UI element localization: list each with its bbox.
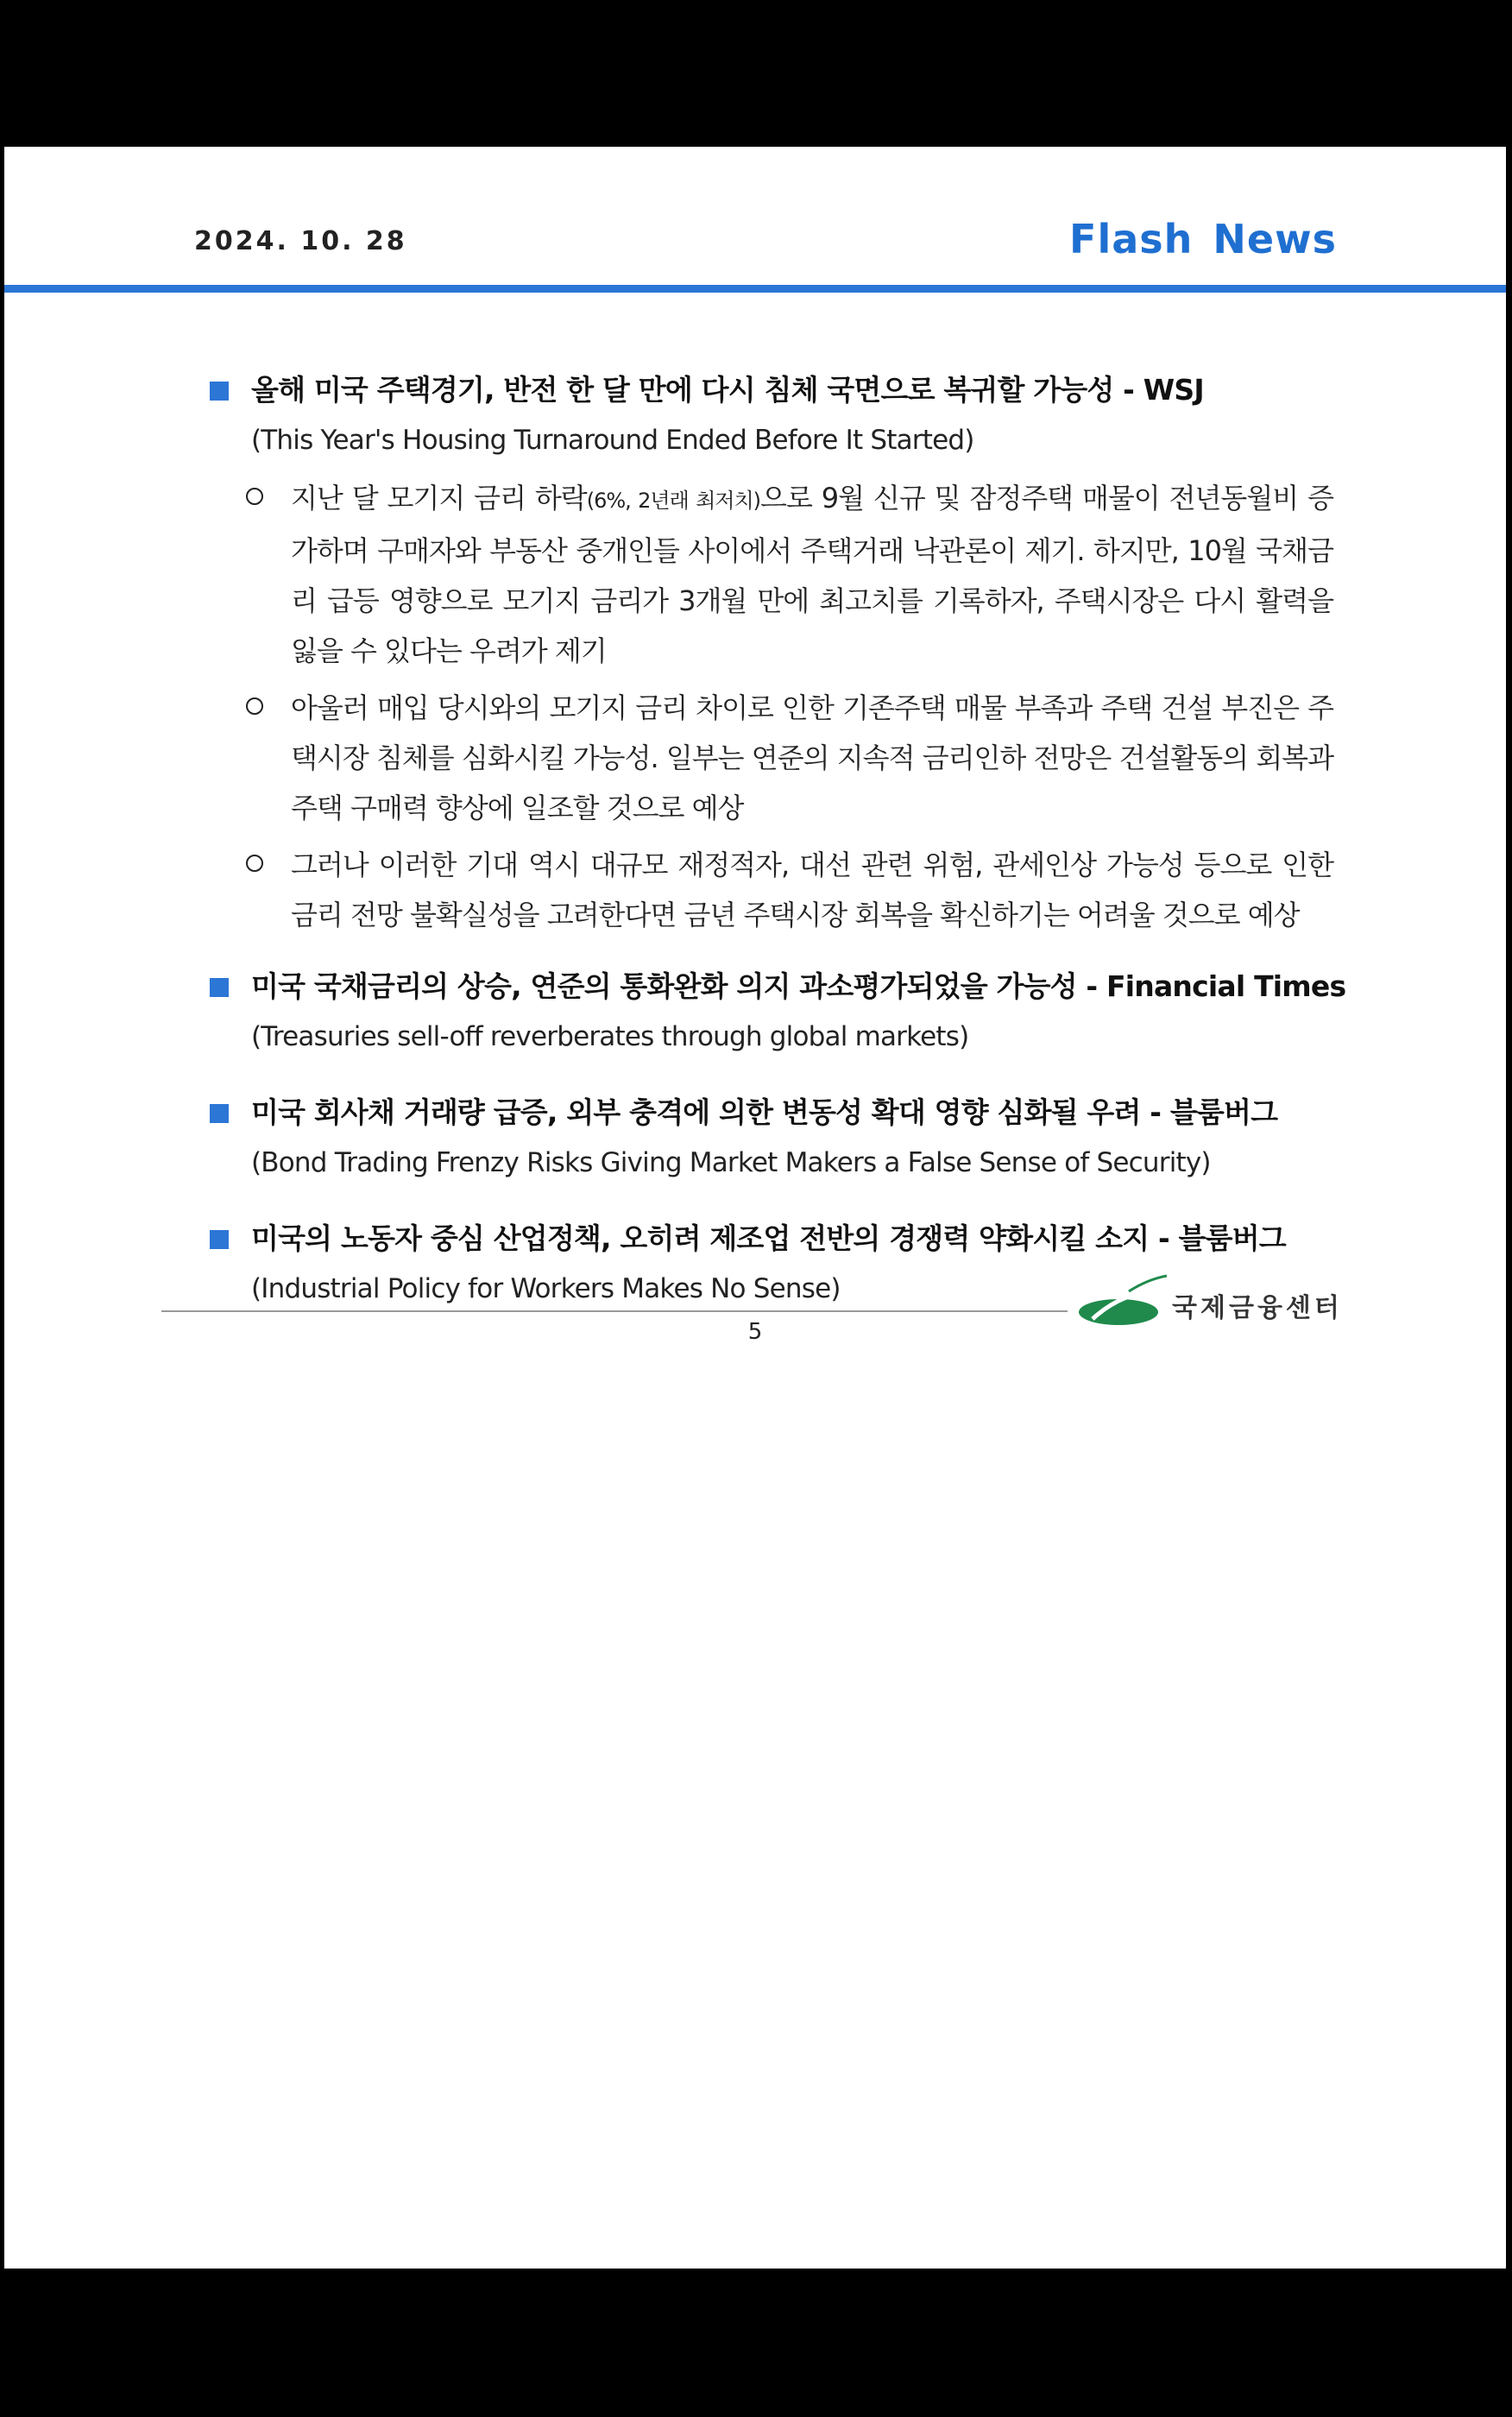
document-page (4, 147, 1506, 2269)
square-bullet-icon (210, 382, 229, 401)
page-number: 5 (747, 1319, 763, 1345)
logo-text: 국제금융센터 (1172, 1293, 1343, 1323)
article-subtitle: (This Year's Housing Turnaround Ended Before It Started) (251, 425, 974, 456)
report-date: 2024. 10. 28 (194, 226, 407, 256)
article-headline: 미국 국채금리의 상승, 연준의 통화완화 의지 과소평가되었을 가능성 - Financial Times (203, 962, 1333, 1011)
report-title: Flash News (1069, 216, 1337, 262)
circle-bullet-icon (246, 488, 263, 505)
square-bullet-icon (210, 1104, 229, 1123)
article-subtitle: (Industrial Policy for Workers Makes No Sense) (251, 1273, 841, 1304)
square-bullet-icon (210, 978, 229, 997)
article-1 (203, 366, 1333, 940)
article-headline: 올해 미국 주택경기, 반전 한 달 만에 다시 침체 국면으로 복귀할 가능성 - WSJ (203, 366, 1333, 414)
article-headline: 미국 회사채 거래량 급증, 외부 충격에 의한 변동성 확대 영향 심화될 우려 - 블룸버그 (203, 1089, 1333, 1137)
circle-bullet-icon (246, 697, 263, 715)
circle-bullet-icon (246, 855, 263, 872)
article-subtitle: (Treasuries sell-off reverberates through global markets) (251, 1021, 969, 1052)
square-bullet-icon (210, 1230, 229, 1249)
article-bullet: 지난 달 모기지 금리 하락(6%, 2년래 최저치)으로 9월 신규 및 잠정주택 매물이 전년동월비 증가하며 구매자와 부동산 중개인들 사이에서 주택거래 낙관론이 제기. 하지만, 10월 국채금리 급등 영향으로 모기지 금리가 3개월 만에 최고치를 기록하자, 주택시장은 다시 활력을 잃을 수 있다는 우려가 제기 (246, 473, 1333, 676)
article-3 (203, 1089, 1333, 1189)
header-divider (4, 285, 1506, 293)
footer-divider (161, 1310, 1068, 1312)
article-list (203, 354, 1346, 1320)
article-subtitle: (Bond Trading Frenzy Risks Giving Market Makers a False Sense of Security) (251, 1147, 1211, 1178)
article-bullet: 아울러 매입 당시와의 모기지 금리 차이로 인한 기존주택 매물 부족과 주택 건설 부진은 주택시장 침체를 심화시킬 가능성. 일부는 연준의 지속적 금리인하 전망은 건설활동의 회복과 주택 구매력 향상에 일조할 것으로 예상 (246, 683, 1333, 833)
article-headline: 미국의 노동자 중심 산업정책, 오히려 제조업 전반의 경쟁력 약화시킬 소지 - 블룸버그 (203, 1215, 1333, 1263)
article-bullet: 그러나 이러한 기대 역시 대규모 재정적자, 대선 관련 위험, 관세인상 가능성 등으로 인한 금리 전망 불확실성을 고려한다면 금년 주택시장 회복을 확신하기는 어려울 것으로 예상 (246, 840, 1333, 940)
article-2 (203, 962, 1346, 1063)
